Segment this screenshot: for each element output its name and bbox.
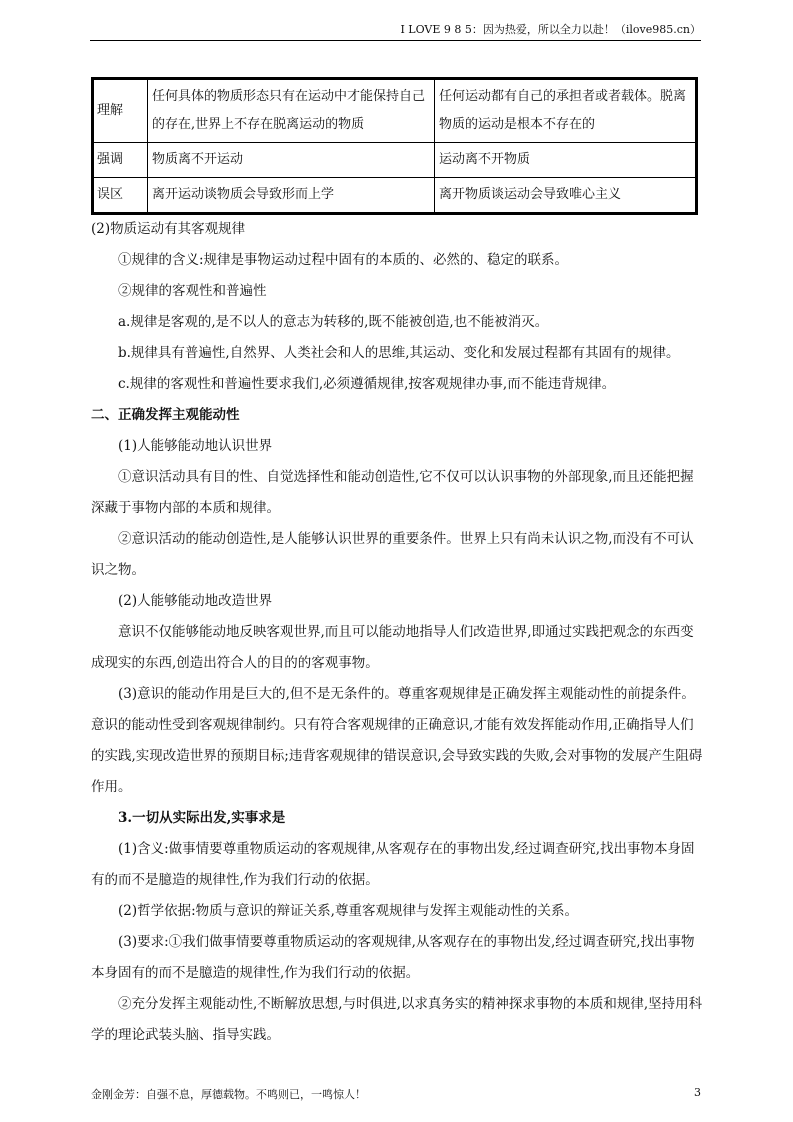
row-label: 强调 bbox=[93, 143, 148, 178]
paragraph: (2)哲学依据:物质与意识的辩证关系,尊重客观规律与发挥主观能动性的关系。 bbox=[118, 903, 578, 919]
paragraph: (3)意识的能动作用是巨大的,但不是无条件的。尊重客观规律是正确发挥主观能动性的前提条件。意识的能动性受到客观规律制约。只有符合客观规律的正确意识,才能有效发挥能动作用,正确指导人们的实践,实现改造世界的预期目标;违背客观规律的错误意识,会导致实践的失败,会对事物的发展产生阻碍作用。 bbox=[91, 686, 703, 795]
paragraph: ②意识活动的能动创造性,是人能够认识世界的重要条件。世界上只有尚未认识之物,而没有不可认识之物。 bbox=[91, 531, 694, 578]
paragraph: ①规律的含义:规律是事物运动过程中固有的本质的、必然的、稳定的联系。 bbox=[118, 252, 569, 268]
row-label: 理解 bbox=[93, 79, 148, 143]
row-left-cell: 物质离不开运动 bbox=[148, 143, 435, 178]
table-row bbox=[93, 178, 697, 214]
paragraph: (3)要求:①我们做事情要尊重物质运动的客观规律,从客观存在的事物出发,经过调查研究,找出事物本身固有的而不是臆造的规律性,作为我们行动的依据。 bbox=[91, 934, 695, 981]
paragraph: 意识不仅能够能动地反映客观世界,而且可以能动地指导人们改造世界,即通过实践把观念的东西变成现实的东西,创造出符合人的目的的客观事物。 bbox=[91, 624, 694, 671]
row-right-cell: 离开物质谈运动会导致唯心主义 bbox=[435, 178, 697, 214]
paragraph: (2)人能够能动地改造世界 bbox=[118, 593, 273, 609]
comparison-table bbox=[91, 77, 698, 215]
row-label: 误区 bbox=[93, 178, 148, 214]
paragraph: (2)物质运动有其客观规律 bbox=[91, 221, 246, 237]
section-heading: 3.一切从实际出发,实事求是 bbox=[118, 810, 286, 826]
table-row bbox=[93, 79, 697, 143]
document-body bbox=[91, 214, 703, 1051]
paragraph: (1)含义:做事情要尊重物质运动的客观规律,从客观存在的事物出发,经过调查研究,找出事物本身固有的而不是臆造的规律性,作为我们行动的依据。 bbox=[91, 841, 695, 888]
paragraph: ②充分发挥主观能动性,不断解放思想,与时俱进,以求真务实的精神探求事物的本质和规律,坚持用科学的理论武装头脑、指导实践。 bbox=[91, 996, 703, 1043]
paragraph: ①意识活动具有目的性、自觉选择性和能动创造性,它不仅可以认识事物的外部现象,而且还能把握深藏于事物内部的本质和规律。 bbox=[91, 469, 694, 516]
paragraph: (1)人能够能动地认识世界 bbox=[118, 438, 273, 454]
row-right-cell: 运动离不开物质 bbox=[435, 143, 697, 178]
paragraph: b.规律具有普遍性,自然界、人类社会和人的思维,其运动、变化和发展过程都有其固有的规律。 bbox=[118, 345, 680, 361]
header-text: I LOVE 9 8 5：因为热爱，所以全力以赴！（ilove985.cn） bbox=[400, 23, 701, 36]
table-row bbox=[93, 143, 697, 178]
page-number: 3 bbox=[694, 1086, 701, 1099]
page-header bbox=[90, 22, 701, 41]
paragraph: ②规律的客观性和普遍性 bbox=[118, 283, 267, 299]
section-heading: 二、正确发挥主观能动性 bbox=[91, 407, 240, 423]
row-right-cell: 任何运动都有自己的承担者或者载体。脱离物质的运动是根本不存在的 bbox=[435, 79, 697, 143]
row-left-cell: 离开运动谈物质会导致形而上学 bbox=[148, 178, 435, 214]
footer-motto: 金刚金芳：自强不息，厚德载物。不鸣则已，一鸣惊人！ bbox=[91, 1088, 366, 1101]
paragraph: a.规律是客观的,是不以人的意志为转移的,既不能被创造,也不能被消灭。 bbox=[118, 314, 549, 330]
row-left-cell: 任何具体的物质形态只有在运动中才能保持自己的存在,世界上不存在脱离运动的物质 bbox=[148, 79, 435, 143]
paragraph: c.规律的客观性和普遍性要求我们,必须遵循规律,按客观规律办事,而不能违背规律。 bbox=[118, 376, 616, 392]
